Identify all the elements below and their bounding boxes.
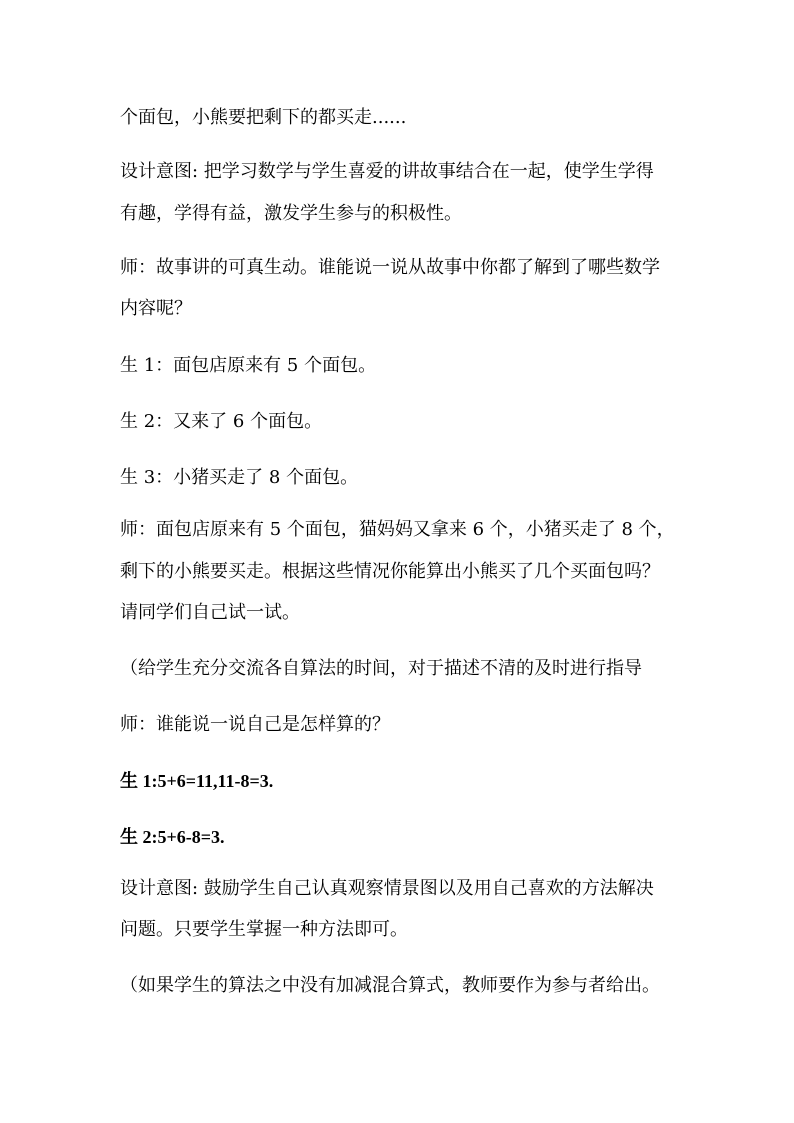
text-line-6: 生 1：面包店原来有 5 个面包。 [120,355,377,376]
text-line-18: （如果学生的算法之中没有加减混合算式，教师要作为参与者给出。 [120,975,660,996]
text-line-16: 设计意图: 鼓励学生自己认真观察情景图以及用自己喜欢的方法解决 [120,878,654,899]
text-line-4: 师：故事讲的可真生动。谁能说一说从故事中你都了解到了哪些数学 [120,257,660,278]
text-line-12: （给学生充分交流各自算法的时间，对于描述不清的及时进行指导 [120,658,642,679]
text-line-11: 请同学们自己试一试。 [120,602,300,623]
text-line-5: 内容呢？ [120,298,192,319]
text-line-14: 生 1:5+6=11,11-8=3. [120,771,274,791]
text-line-1: 个面包，小熊要把剩下的都买走...... [120,107,407,128]
text-line-9: 师：面包店原来有 5 个面包，猫妈妈又拿来 6 个，小猪买走了 8 个， [120,519,675,540]
text-line-15: 生 2:5+6-8=3. [120,827,225,847]
text-line-2: 设计意图: 把学习数学与学生喜爱的讲故事结合在一起，使学生学得 [120,161,654,182]
text-line-3: 有趣，学得有益，激发学生参与的积极性。 [120,203,462,224]
text-line-8: 生 3：小猪买走了 8 个面包。 [120,467,359,488]
text-line-10: 剩下的小熊要买走。根据这些情况你能算出小熊买了几个买面包吗？ [120,561,660,582]
text-line-17: 问题。只要学生掌握一种方法即可。 [120,919,408,940]
text-line-13: 师：谁能说一说自己是怎样算的？ [120,714,390,735]
text-line-7: 生 2：又来了 6 个面包。 [120,411,323,432]
